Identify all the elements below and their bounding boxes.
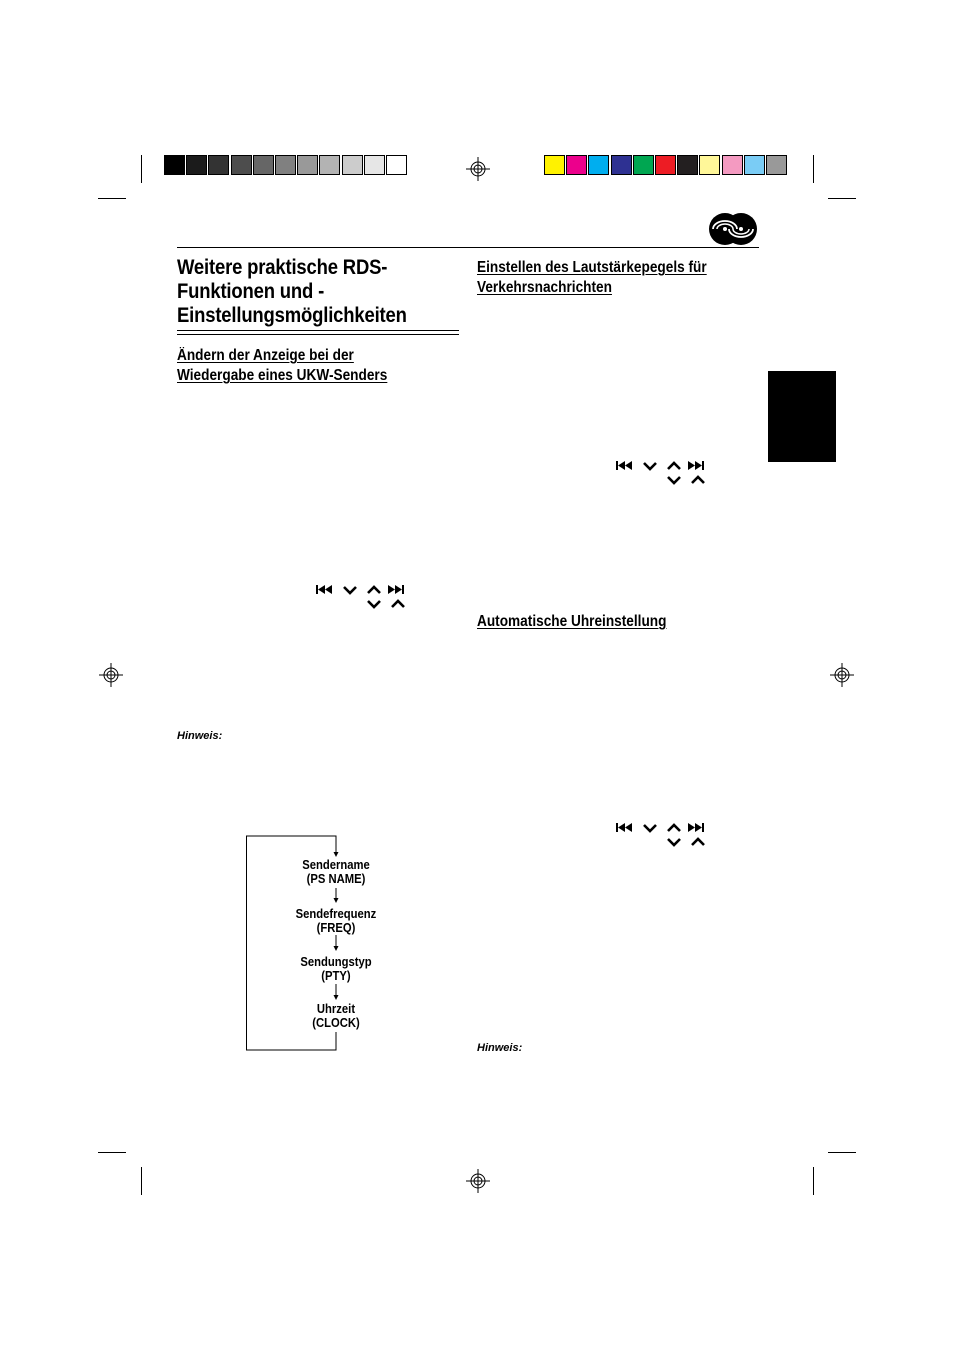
header-rule xyxy=(177,247,759,248)
calibration-swatch xyxy=(386,155,407,175)
calibration-swatch xyxy=(766,155,787,175)
crop-mark xyxy=(828,198,856,199)
page-title-line: Weitere praktische RDS- xyxy=(177,256,388,279)
page-title-line: Einstellungsmöglichkeiten xyxy=(177,304,407,327)
calibration-swatch xyxy=(253,155,274,175)
control-buttons-icon xyxy=(616,459,712,494)
calibration-swatch xyxy=(566,155,587,175)
crop-mark xyxy=(828,1152,856,1153)
crop-mark xyxy=(813,1167,814,1195)
flow-step-code: (CLOCK) xyxy=(312,1016,360,1030)
section-heading-line: Verkehrsnachrichten xyxy=(477,279,612,296)
crop-mark xyxy=(141,155,142,183)
language-tab xyxy=(768,371,836,462)
calibration-swatch xyxy=(231,155,252,175)
section-heading-line: Einstellen des Lautstärkepegels für xyxy=(477,259,707,276)
calibration-swatch xyxy=(588,155,609,175)
page-title-line: Funktionen und - xyxy=(177,280,325,303)
page-title xyxy=(177,256,425,328)
registration-mark-icon xyxy=(466,157,490,181)
note-label: Hinweis: xyxy=(177,730,223,742)
calibration-swatch xyxy=(633,155,654,175)
flow-step-name: Sendefrequenz xyxy=(295,907,377,921)
crop-mark xyxy=(141,1167,142,1195)
calibration-swatch xyxy=(342,155,363,175)
title-double-rule xyxy=(177,330,459,335)
control-buttons-icon xyxy=(316,583,412,618)
dual-disc-icon xyxy=(708,212,758,251)
calibration-swatch xyxy=(319,155,340,175)
control-buttons-icon xyxy=(616,821,712,856)
calibration-swatch xyxy=(186,155,207,175)
flow-step-clock xyxy=(282,1002,390,1030)
note-label: Hinweis: xyxy=(477,1042,523,1054)
flow-step-name: Sendername xyxy=(302,858,370,872)
flow-step-name: Sendungstyp xyxy=(300,955,372,969)
calibration-swatch xyxy=(164,155,185,175)
crop-mark xyxy=(98,198,126,199)
section-heading-line: Wiedergabe eines UKW-Senders xyxy=(177,367,388,384)
section-heading-line: Automatische Uhreinstellung xyxy=(477,613,667,630)
section-heading-traffic-volume xyxy=(477,258,707,298)
flow-step-pty xyxy=(282,955,390,983)
calibration-swatch xyxy=(364,155,385,175)
flow-step-code: (FREQ) xyxy=(316,921,356,935)
flow-step-code: (PS NAME) xyxy=(306,872,366,886)
flow-step-freq xyxy=(282,907,390,935)
calibration-swatch xyxy=(699,155,720,175)
calibration-swatch xyxy=(297,155,318,175)
section-heading-display-change xyxy=(177,346,387,386)
calibration-swatch xyxy=(611,155,632,175)
calibration-swatch xyxy=(677,155,698,175)
registration-mark-icon xyxy=(830,663,854,687)
crop-mark xyxy=(813,155,814,183)
crop-mark xyxy=(98,1152,126,1153)
flow-step-code: (PTY) xyxy=(321,969,351,983)
registration-mark-icon xyxy=(466,1169,490,1193)
section-heading-line: Ändern der Anzeige bei der xyxy=(177,347,354,364)
section-heading-auto-clock xyxy=(477,612,666,632)
flow-step-ps-name xyxy=(282,858,390,886)
calibration-swatch xyxy=(208,155,229,175)
calibration-swatch xyxy=(744,155,765,175)
registration-mark-icon xyxy=(99,663,123,687)
calibration-swatch xyxy=(655,155,676,175)
flow-step-name: Uhrzeit xyxy=(316,1002,356,1016)
calibration-swatch xyxy=(544,155,565,175)
calibration-swatch xyxy=(275,155,296,175)
calibration-swatch xyxy=(722,155,743,175)
